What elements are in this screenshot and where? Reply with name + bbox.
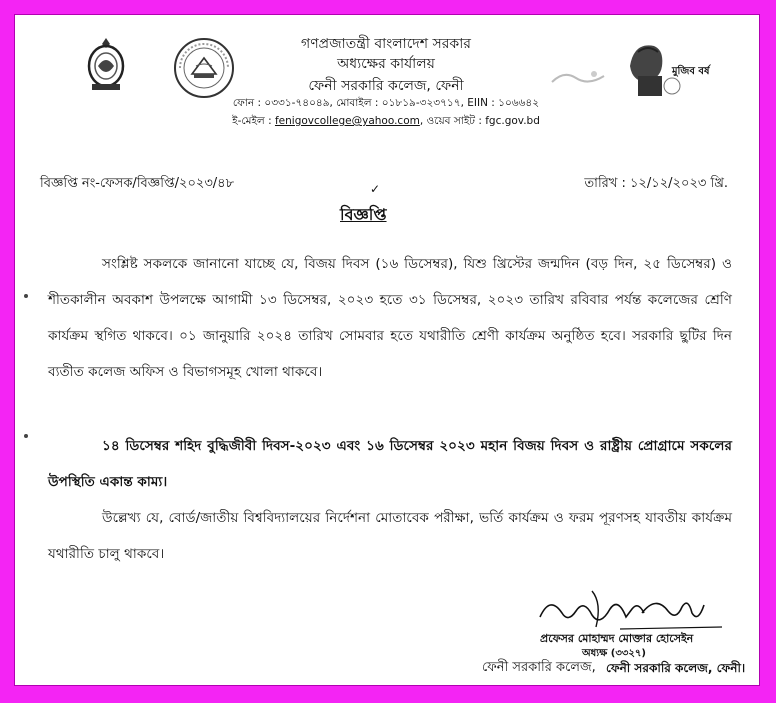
government-name: গণপ্রজাতন্ত্রী বাংলাদেশ সরকার — [301, 36, 471, 52]
notice-paragraph-3: উল্লেখ্য যে, বোর্ড/জাতীয় বিশ্ববিদ্যালয়ের নির্দেশনা মোতাবেক পরীক্ষা, ভর্তি কার্যক্রম ও ফরম পূরণসহ যাবতীয় কার্যক্রম যথারীতি চালু থাকবে। — [48, 510, 732, 562]
signatory-designation: অধ্যক্ষ (৩৩২৭) — [582, 648, 646, 659]
punch-hole-icon — [24, 434, 28, 438]
ink-mark-icon: ✓ — [370, 182, 381, 196]
punch-hole-icon — [24, 294, 28, 298]
notice-reference: বিজ্ঞপ্তি নং-ফেসক/বিজ্ঞপ্তি/২০২৩/৪৮ — [40, 176, 235, 191]
email-web-line — [22, 114, 750, 131]
portrait-badge-text: মুজিব বর্ষ — [672, 66, 710, 77]
email-label: ই-মেইল : — [232, 115, 272, 127]
office-name: অধ্যক্ষের কার্যালয় — [337, 56, 435, 72]
notice-date: তারিখ : ১২/১২/২০২৩ খ্রি. — [584, 176, 728, 191]
signatory-stamp: ফেনী সরকারি কলেজ, ফেনী। — [606, 661, 746, 675]
signatory-office: ফেনী সরকারি কলেজ, — [482, 660, 596, 675]
website-link[interactable]: fgc.gov.bd — [485, 115, 540, 127]
institution-name: ফেনী সরকারি কলেজ, ফেনী — [308, 78, 464, 94]
signatory-name: প্রফেসর মোহাম্মদ মোক্তার হোসেইন — [540, 632, 694, 645]
website-label: , ওয়েব সাইট : — [419, 115, 482, 127]
notice-title: বিজ্ঞপ্তি — [340, 205, 387, 224]
notice-document — [22, 22, 750, 678]
notice-paragraph-2: ১৪ ডিসেম্বর শহিদ বুদ্ধিজীবী দিবস-২০২৩ এবং ১৬ ডিসেম্বর ২০২৩ মহান বিজয় দিবস ও রাষ্ট্রীয় প্রোগ্রামে সকলের উপস্থিতি একান্ত কাম্য। — [48, 438, 732, 490]
contact-line: ফোন : ০৩৩১-৭৪০৪৯, মোবাইল : ০১৮১৯-৩২৩৭১৭, EIIN : ১০৬৬৪২ — [232, 97, 540, 109]
notice-paragraph-1: সংশ্লিষ্ট সকলকে জানানো যাচ্ছে যে, বিজয় দিবস (১৬ ডিসেম্বর), যিশু খ্রিস্টের জন্মদিন (বড় দিন, ২৫ ডিসেম্বর) ও শীতকালীন অবকাশ উপলক্ষে আগামী ১৩ ডিসেম্বর, ২০২৩ হতে ৩১ ডিসেম্বর, ২০২৩ তারিখ রবিবার পর্যন্ত কলেজের শ্রেণি কার্যক্রম স্থগিত থাকবে। ০১ জানুয়ারি ২০২৪ তারিখ সোমবার হতে যথারীতি শ্রেণী কার্যক্রম অনুষ্ঠিত হবে। সরকারি ছুটির দিন ব্যতীত কলেজ অফিস ও বিভাগসমূহ খোলা থাকবে। — [48, 256, 732, 380]
email-link[interactable]: fenigovcollege@yahoo.com — [274, 115, 420, 127]
